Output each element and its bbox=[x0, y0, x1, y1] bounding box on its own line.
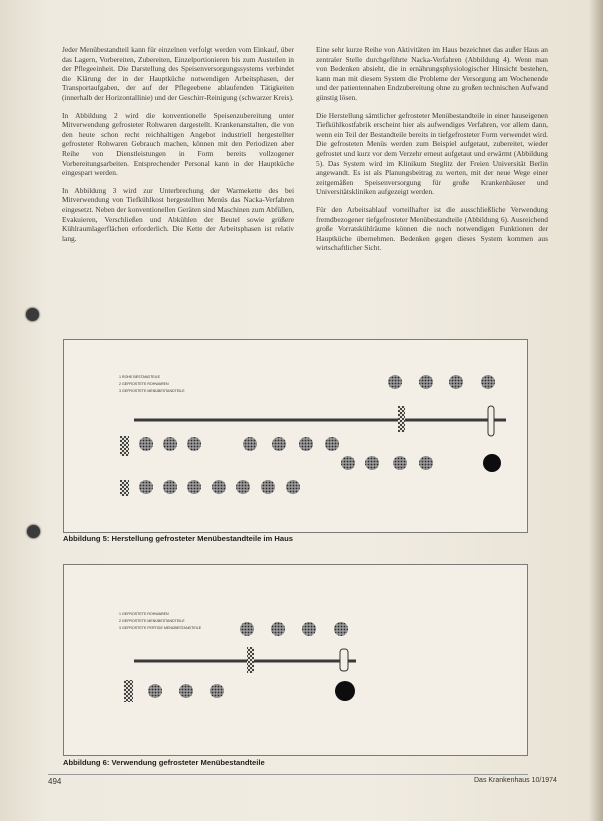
top-flow-dot bbox=[240, 622, 254, 636]
top-flow-dot bbox=[419, 375, 433, 389]
paragraph: Für den Arbeitsablauf vorteilhafter ist die ausschließliche Verwendung fremdbezogener tiefgefrosteter Menübestandteile (Abbildung 6). Ausreichend große Vorratskühlräume können die noch notwendigen Funktionen der Hauptküche übernehmen. Bedenken gegen dieses System kommen aus wirtschaftlicher Sicht. bbox=[316, 204, 548, 253]
figure-5-caption: Abbildung 5: Herstellung gefrosteter Menübestandteile im Haus bbox=[63, 534, 293, 543]
flow-dot bbox=[187, 480, 201, 494]
page-number: 494 bbox=[48, 777, 62, 786]
flow-dot bbox=[139, 480, 153, 494]
footer-divider bbox=[48, 774, 528, 775]
test-tube-marker bbox=[488, 406, 494, 436]
top-flow-dot bbox=[271, 622, 285, 636]
flow-dot bbox=[272, 437, 286, 451]
flow-dot bbox=[210, 684, 224, 698]
flow-dot bbox=[325, 437, 339, 451]
flow-dot bbox=[365, 456, 379, 470]
flow-dot bbox=[341, 456, 355, 470]
legend-item: 1 GEFROSTETE ROHWAREN bbox=[119, 612, 169, 616]
text-column-left bbox=[62, 45, 294, 251]
flow-dot bbox=[148, 684, 162, 698]
flow-dot bbox=[243, 437, 257, 451]
legend-item: 3 GEFROSTETE MENÜBESTANDTEILE bbox=[119, 389, 185, 393]
legend-item: 2 GEFROSTETE MENÜBESTANDTEILE bbox=[119, 619, 185, 623]
punch-hole-lower bbox=[27, 525, 40, 538]
flow-dot bbox=[261, 480, 275, 494]
dishwashing-black-disc bbox=[483, 454, 501, 472]
legend-item: 1 ROHE BESTANDTEILE bbox=[119, 375, 161, 379]
top-flow-dot bbox=[334, 622, 348, 636]
test-tube-marker bbox=[340, 649, 348, 671]
paragraph: In Abbildung 2 wird die konventionelle Speisenzubereitung unter Mitverwendung gefrosteter Rohwaren dargestellt. Krankenanstalten, die von den heute schon recht reichhaltigen Angebot industriell hergestellter gefrosteter Rohwaren Gebrauch machen, können mit den Periodizen aber Reihe von Dienstleistungen in Form bereits vollzogener Vorbereitungsarbeiten. Entsprechender Personal kann in der Hauptküche eingespart werden. bbox=[62, 110, 294, 178]
legend-item: 2 GEFROSTETE ROHWAREN bbox=[119, 382, 169, 386]
paragraph: Die Herstellung sämtlicher gefrosteter Menübestandteile in einer hauseigenen Tiefkühlkostfabrik erscheint hier als aufwendiges Verfahren, vor allem dann, wenn ein Teil der Bestandteile bereits in tiefgefrosteter Form verwendet wird. Die gefrosteten Menüs werden zum Beispiel aufgetaut, zubereitet, wieder gefrostet und kurz vor dem Verzehr erneut aufgetaut und erwärmt (Abbildung 5). Das System wird im Klinikum Steglitz der Freien Universität Berlin angewandt. Es ist als Planungsbeitrag zu werten, mit der neue Wege einer zeitgemäßen Speisenversorgung für große Krankenhäuser und Universitätskliniken aufgezeigt werden. bbox=[316, 110, 548, 197]
figure-5-flow-diagram bbox=[64, 340, 527, 532]
flow-dot bbox=[286, 480, 300, 494]
flow-dot bbox=[163, 437, 177, 451]
transport-bar bbox=[247, 647, 254, 673]
figure-6-caption: Abbildung 6: Verwendung gefrosteter Menübestandteile bbox=[63, 758, 265, 767]
source-bar bbox=[120, 436, 129, 456]
top-flow-dot bbox=[449, 375, 463, 389]
flow-dot bbox=[187, 437, 201, 451]
paragraph: Jeder Menübestandteil kann für einzelnen verfolgt werden vom Einkauf, über das Lagern, Vorbereiten, Zubereiten, Einzelportionieren bis zum Austeilen in der Pflegeeinheit. Die Darstellung des Speisenversorgungssystems verbindet die Klärung der in der Hauptküche notwendigen Arbeitsphasen, der Transportaufgaben, der auf der Pflegeebene ablaufenden Tätigkeiten (innerhalb der Horizontallinie) und der Geschirr-Reinigung (schwarzer Kreis). bbox=[62, 45, 294, 102]
flow-dot bbox=[139, 437, 153, 451]
transport-bar bbox=[398, 406, 405, 432]
flow-dot bbox=[299, 437, 313, 451]
figure-6-diagram bbox=[63, 564, 528, 756]
top-flow-dot bbox=[388, 375, 402, 389]
figure-6-flow-diagram bbox=[64, 565, 527, 755]
flow-dot bbox=[236, 480, 250, 494]
flow-dot bbox=[179, 684, 193, 698]
paragraph: Eine sehr kurze Reihe von Aktivitäten im Haus bezeichnet das außer Haus an zentraler Stelle durchgeführte Nacka-Verfahren (Abbildung 4). Wenn man von Bedenken absieht, die in ernährungsphysiologischer Hinsicht bestehen, kann man mit diesem System die Probleme der Versorgung am Wochenende und der patientennahen Endzubereitung ohne zu großen technischen Aufwand günstig lösen. bbox=[316, 45, 548, 102]
text-column-right bbox=[316, 45, 548, 261]
source-bar bbox=[120, 480, 129, 496]
journal-reference: Das Krankenhaus 10/1974 bbox=[474, 777, 557, 784]
source-bar bbox=[124, 680, 133, 702]
flow-dot bbox=[419, 456, 433, 470]
flow-dot bbox=[393, 456, 407, 470]
top-flow-dot bbox=[302, 622, 316, 636]
flow-dot bbox=[163, 480, 177, 494]
page-edge-shadow bbox=[589, 0, 603, 821]
legend-item: 3 GEFROSTETE FERTIGE MENÜBESTANDTEILE bbox=[119, 626, 202, 630]
dishwashing-black-disc bbox=[335, 681, 355, 701]
top-flow-dot bbox=[481, 375, 495, 389]
punch-hole-upper bbox=[26, 308, 39, 321]
figure-5-diagram bbox=[63, 339, 528, 533]
paragraph: In Abbildung 3 wird zur Unterbrechung der Warmekette des bei Mitverwendung von Tiefkühlkost hergestellten Menüs das Nacka-Verfahren eingesetzt. Neben der konventionellen Geräten sind Maschinen zum Abfüllen, Evakuieren, Verschließen und Abkühlen der Beutel sowie größere Kühlraumlagerflächen erforderlich. Die Kette der Arbeitsphasen ist relativ lang. bbox=[62, 185, 294, 243]
flow-dot bbox=[212, 480, 226, 494]
